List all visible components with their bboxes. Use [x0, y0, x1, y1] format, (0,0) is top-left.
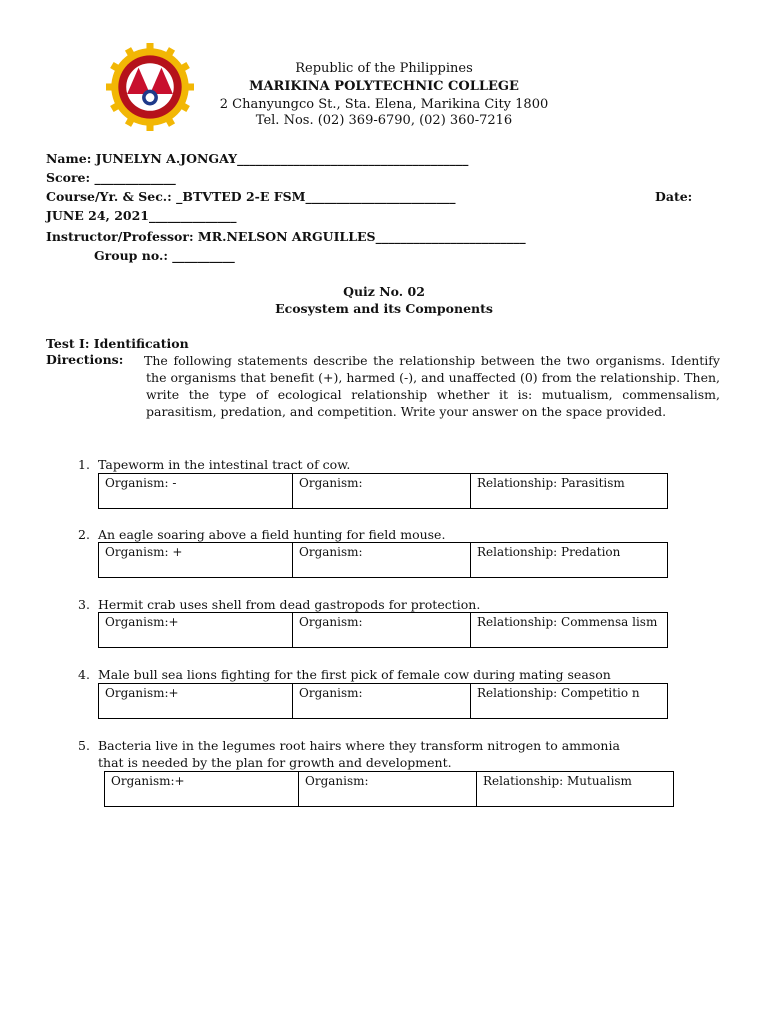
organism-2-cell[interactable]: Organism:	[293, 543, 471, 578]
organism-2-cell[interactable]: Organism:	[293, 474, 471, 509]
question-number: 2.	[78, 527, 90, 542]
organism-1-cell[interactable]: Organism: -	[99, 474, 293, 509]
name-field: Name: JUNELYN A.JONGAY_____________________________________	[46, 151, 469, 166]
question-text: Male bull sea lions fighting for the first pick of female cow during mating season	[98, 667, 611, 682]
question-number: 3.	[78, 597, 90, 612]
question-3	[78, 596, 480, 613]
score-field: Score: _____________	[46, 170, 176, 185]
quiz-title: Ecosystem and its Components	[275, 301, 493, 316]
date-field: JUNE 24, 2021______________	[46, 208, 237, 223]
college-telephone: Tel. Nos. (02) 369-6790, (02) 360-7216	[255, 113, 513, 128]
question-2	[78, 526, 445, 543]
question-5	[78, 737, 620, 771]
college-address: 2 Chanyungco St., Sta. Elena, Marikina City 1800	[219, 97, 549, 112]
question-1	[78, 456, 350, 473]
directions-text: The following statements describe the relationship between the two organisms. Identify the organisms that benefit (+), harmed (-), and unaffected (0) from the relationship. Then, write the type of ecological relationship whether it is: mutualism, commensalism, parasitism, predation, and competition. Write your answer on the space provided.	[144, 353, 720, 419]
test-heading: Test I: Identification	[46, 336, 189, 351]
answer-table-2	[98, 542, 668, 578]
question-number: 5.	[78, 738, 90, 753]
answer-table-5	[104, 771, 674, 807]
relationship-cell[interactable]: Relationship: Mutualism	[477, 772, 674, 807]
question-number: 1.	[78, 457, 90, 472]
question-text: Tapeworm in the intestinal tract of cow.	[98, 457, 351, 472]
republic-line: Republic of the Philippines	[295, 61, 473, 76]
organism-2-cell[interactable]: Organism:	[299, 772, 477, 807]
answer-table-1	[98, 473, 668, 509]
organism-1-cell[interactable]: Organism:+	[99, 613, 293, 648]
question-4	[78, 666, 611, 683]
relationship-cell[interactable]: Relationship: Predation	[471, 543, 668, 578]
question-text: Hermit crab uses shell from dead gastropods for protection.	[98, 597, 481, 612]
instructor-field: Instructor/Professor: MR.NELSON ARGUILLES________________________	[46, 229, 526, 244]
date-label: Date:	[655, 189, 693, 204]
organism-2-cell[interactable]: Organism:	[293, 613, 471, 648]
relationship-cell[interactable]: Relationship: Parasitism	[471, 474, 668, 509]
relationship-cell[interactable]: Relationship: Commensa lism	[471, 613, 668, 648]
question-text: An eagle soaring above a field hunting for field mouse.	[98, 527, 446, 542]
organism-1-cell[interactable]: Organism: +	[99, 543, 293, 578]
quiz-number: Quiz No. 02	[343, 284, 425, 299]
organism-2-cell[interactable]: Organism:	[293, 684, 471, 719]
question-text: Bacteria live in the legumes root hairs where they transform nitrogen to ammonia	[98, 738, 620, 753]
question-text-continued: that is needed by the plan for growth and development.	[98, 755, 452, 770]
group-field: Group no.: __________	[94, 248, 235, 263]
college-name: MARIKINA POLYTECHNIC COLLEGE	[249, 79, 519, 94]
organism-1-cell[interactable]: Organism:+	[105, 772, 299, 807]
question-number: 4.	[78, 667, 90, 682]
course-field: Course/Yr. & Sec.: _BTVTED 2-E FSM________________________	[46, 189, 456, 204]
directions-label: Directions:	[46, 352, 124, 367]
answer-table-3	[98, 612, 668, 648]
relationship-cell[interactable]: Relationship: Competitio n	[471, 684, 668, 719]
answer-table-4	[98, 683, 668, 719]
organism-1-cell[interactable]: Organism:+	[99, 684, 293, 719]
